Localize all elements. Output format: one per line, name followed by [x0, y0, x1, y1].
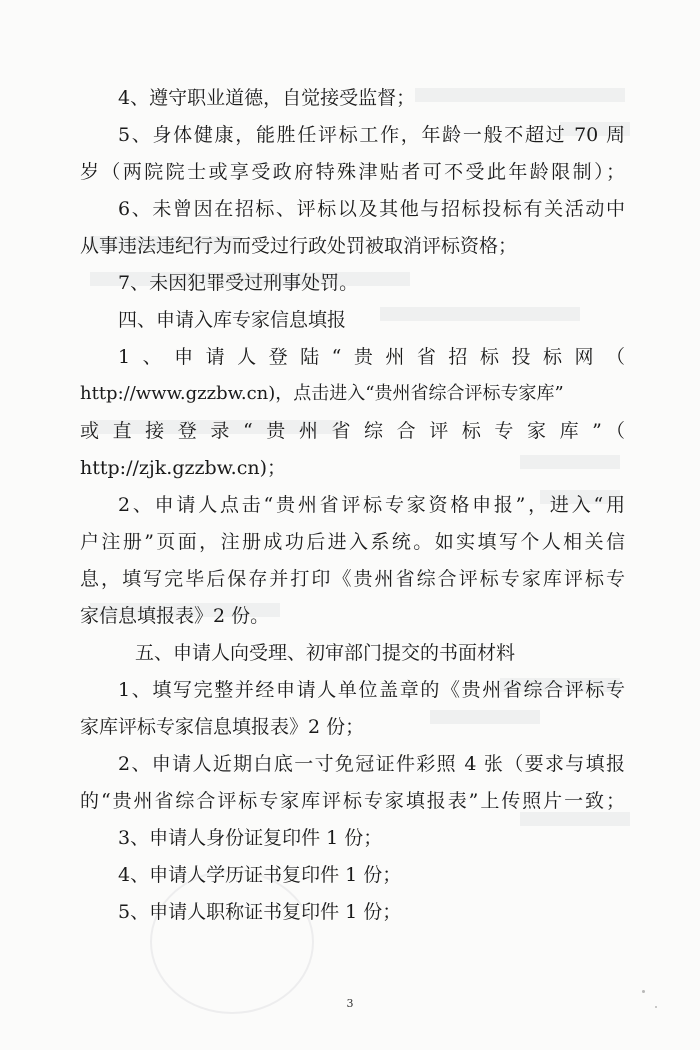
doc-line: 的“贵州省综合评标专家库评标专家填报表”上传照片一致；: [80, 790, 625, 812]
doc-line: 或直接登录“贵州省综合评标专家库”（: [80, 420, 625, 442]
section-heading: 四、申请入库专家信息填报: [118, 309, 347, 331]
page-number: 3: [346, 997, 354, 1010]
doc-line: 从事违法违纪行为而受过行政处罚被取消评标资格；: [80, 235, 518, 257]
doc-line: 1、填写完整并经申请人单位盖章的《贵州省综合评标专: [118, 679, 625, 701]
doc-line: 2、申请人近期白底一寸免冠证件彩照 4 张（要求与填报: [118, 753, 625, 775]
doc-line: 2、申请人点击“贵州省评标专家资格申报”，进入“用: [118, 494, 625, 516]
bleed-through-mark: [520, 812, 630, 826]
doc-line: 岁（两院院士或享受政府特殊津贴者可不受此年龄限制）；: [80, 161, 625, 183]
doc-line: 4、申请人学历证书复印件 1 份；: [118, 864, 402, 886]
doc-line: 户注册”页面，注册成功后进入系统。如实填写个人相关信: [80, 531, 625, 553]
doc-line: 1、申请人登陆“贵州省招标投标网（: [118, 346, 625, 368]
doc-line: 7、未因犯罪受过刑事处罚。: [118, 272, 359, 294]
scan-speck: [642, 990, 645, 993]
section-heading: 五、申请人向受理、初审部门提交的书面材料: [135, 642, 516, 664]
doc-line: 3、申请人身份证复印件 1 份；: [118, 827, 383, 849]
doc-line: 6、未曾因在招标、评标以及其他与招标投标有关活动中: [118, 198, 625, 220]
scan-speck: [655, 1006, 657, 1008]
doc-line: 息，填写完毕后保存并打印《贵州省综合评标专家库评标专: [80, 568, 625, 590]
bleed-through-stamp: [150, 870, 314, 1014]
doc-line: http://zjk.gzzbw.cn)；: [80, 457, 287, 479]
doc-line: 家库评标专家信息填报表》2 份；: [80, 716, 365, 738]
doc-line: 5、申请人职称证书复印件 1 份；: [118, 901, 402, 923]
doc-line: 4、遵守职业道德，自觉接受监督；: [118, 87, 416, 109]
doc-line: 家信息填报表》2 份。: [80, 605, 270, 627]
doc-line: 5、身体健康，能胜任评标工作，年龄一般不超过 70 周: [118, 124, 625, 146]
doc-line: http://www.gzzbw.cn)，点击进入“贵州省综合评标专家库”: [80, 383, 564, 404]
